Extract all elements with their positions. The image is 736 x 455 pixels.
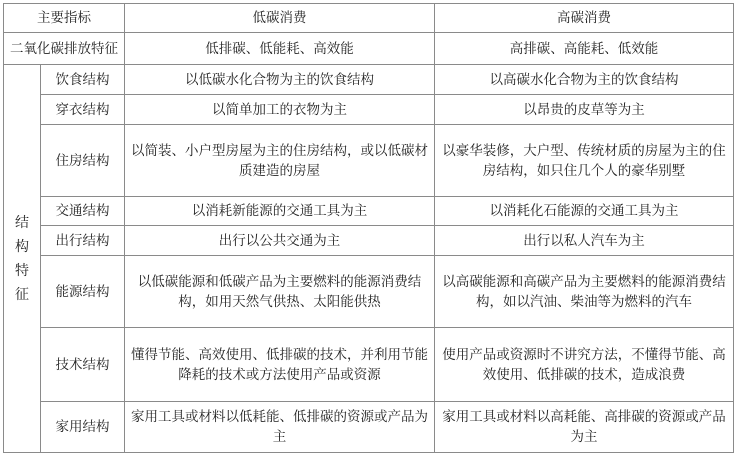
row-label: 饮食结构 (41, 65, 125, 95)
header-high-carbon: 高碳消费 (435, 4, 734, 33)
structure-group-label: 结构特征 (15, 214, 29, 303)
table-row (4, 125, 734, 197)
row-label: 能源结构 (41, 256, 125, 328)
emission-row (4, 33, 734, 65)
row-high: 以高碳能源和高碳产品为主要燃料的能源消费结构，如以汽油、柴油等为燃料的汽车 (435, 256, 734, 328)
row-high: 以豪华装修，大户型、传统材质的房屋为主的住房结构，如只住几个人的豪华别墅 (435, 125, 734, 197)
emission-high: 高排碳、高能耗、低效能 (435, 33, 734, 65)
row-label: 出行结构 (41, 226, 125, 256)
table-row (4, 402, 734, 453)
table-row (4, 226, 734, 256)
row-high: 使用产品或资源时不讲究方法，不懂得节能、高效使用、低排碳的技术，造成浪费 (435, 328, 734, 402)
comparison-table (3, 3, 734, 453)
row-low: 出行以公共交通为主 (125, 226, 435, 256)
row-label: 技术结构 (41, 328, 125, 402)
row-low: 以低碳水化合物为主的饮食结构 (125, 65, 435, 95)
row-low: 以低碳能源和低碳产品为主要燃料的能源消费结构，如用天然气供热、太阳能供热 (125, 256, 435, 328)
table-row (4, 65, 734, 95)
row-high: 以昂贵的皮草等为主 (435, 95, 734, 125)
row-low: 家用工具或材料以低耗能、低排碳的资源或产品为主 (125, 402, 435, 453)
row-high: 以高碳水化合物为主的饮食结构 (435, 65, 734, 95)
row-high: 以消耗化石能源的交通工具为主 (435, 197, 734, 226)
structure-group-cell (4, 65, 41, 453)
row-label: 交通结构 (41, 197, 125, 226)
table-row (4, 328, 734, 402)
row-low: 懂得节能、高效使用、低排碳的技术，并利用节能降耗的技术或方法使用产品或资源 (125, 328, 435, 402)
header-indicator: 主要指标 (4, 4, 125, 33)
row-high: 家用工具或材料以高耗能、高排碳的资源或产品为主 (435, 402, 734, 453)
row-label: 穿衣结构 (41, 95, 125, 125)
table-row (4, 197, 734, 226)
header-row (4, 4, 734, 33)
row-low: 以简单加工的衣物为主 (125, 95, 435, 125)
emission-low: 低排碳、低能耗、高效能 (125, 33, 435, 65)
row-high: 出行以私人汽车为主 (435, 226, 734, 256)
emission-label: 二氧化碳排放特征 (4, 33, 125, 65)
row-label: 住房结构 (41, 125, 125, 197)
row-low: 以简装、小户型房屋为主的住房结构，或以低碳材质建造的房屋 (125, 125, 435, 197)
header-low-carbon: 低碳消费 (125, 4, 435, 33)
row-low: 以消耗新能源的交通工具为主 (125, 197, 435, 226)
table-row (4, 95, 734, 125)
table-row (4, 256, 734, 328)
row-label: 家用结构 (41, 402, 125, 453)
